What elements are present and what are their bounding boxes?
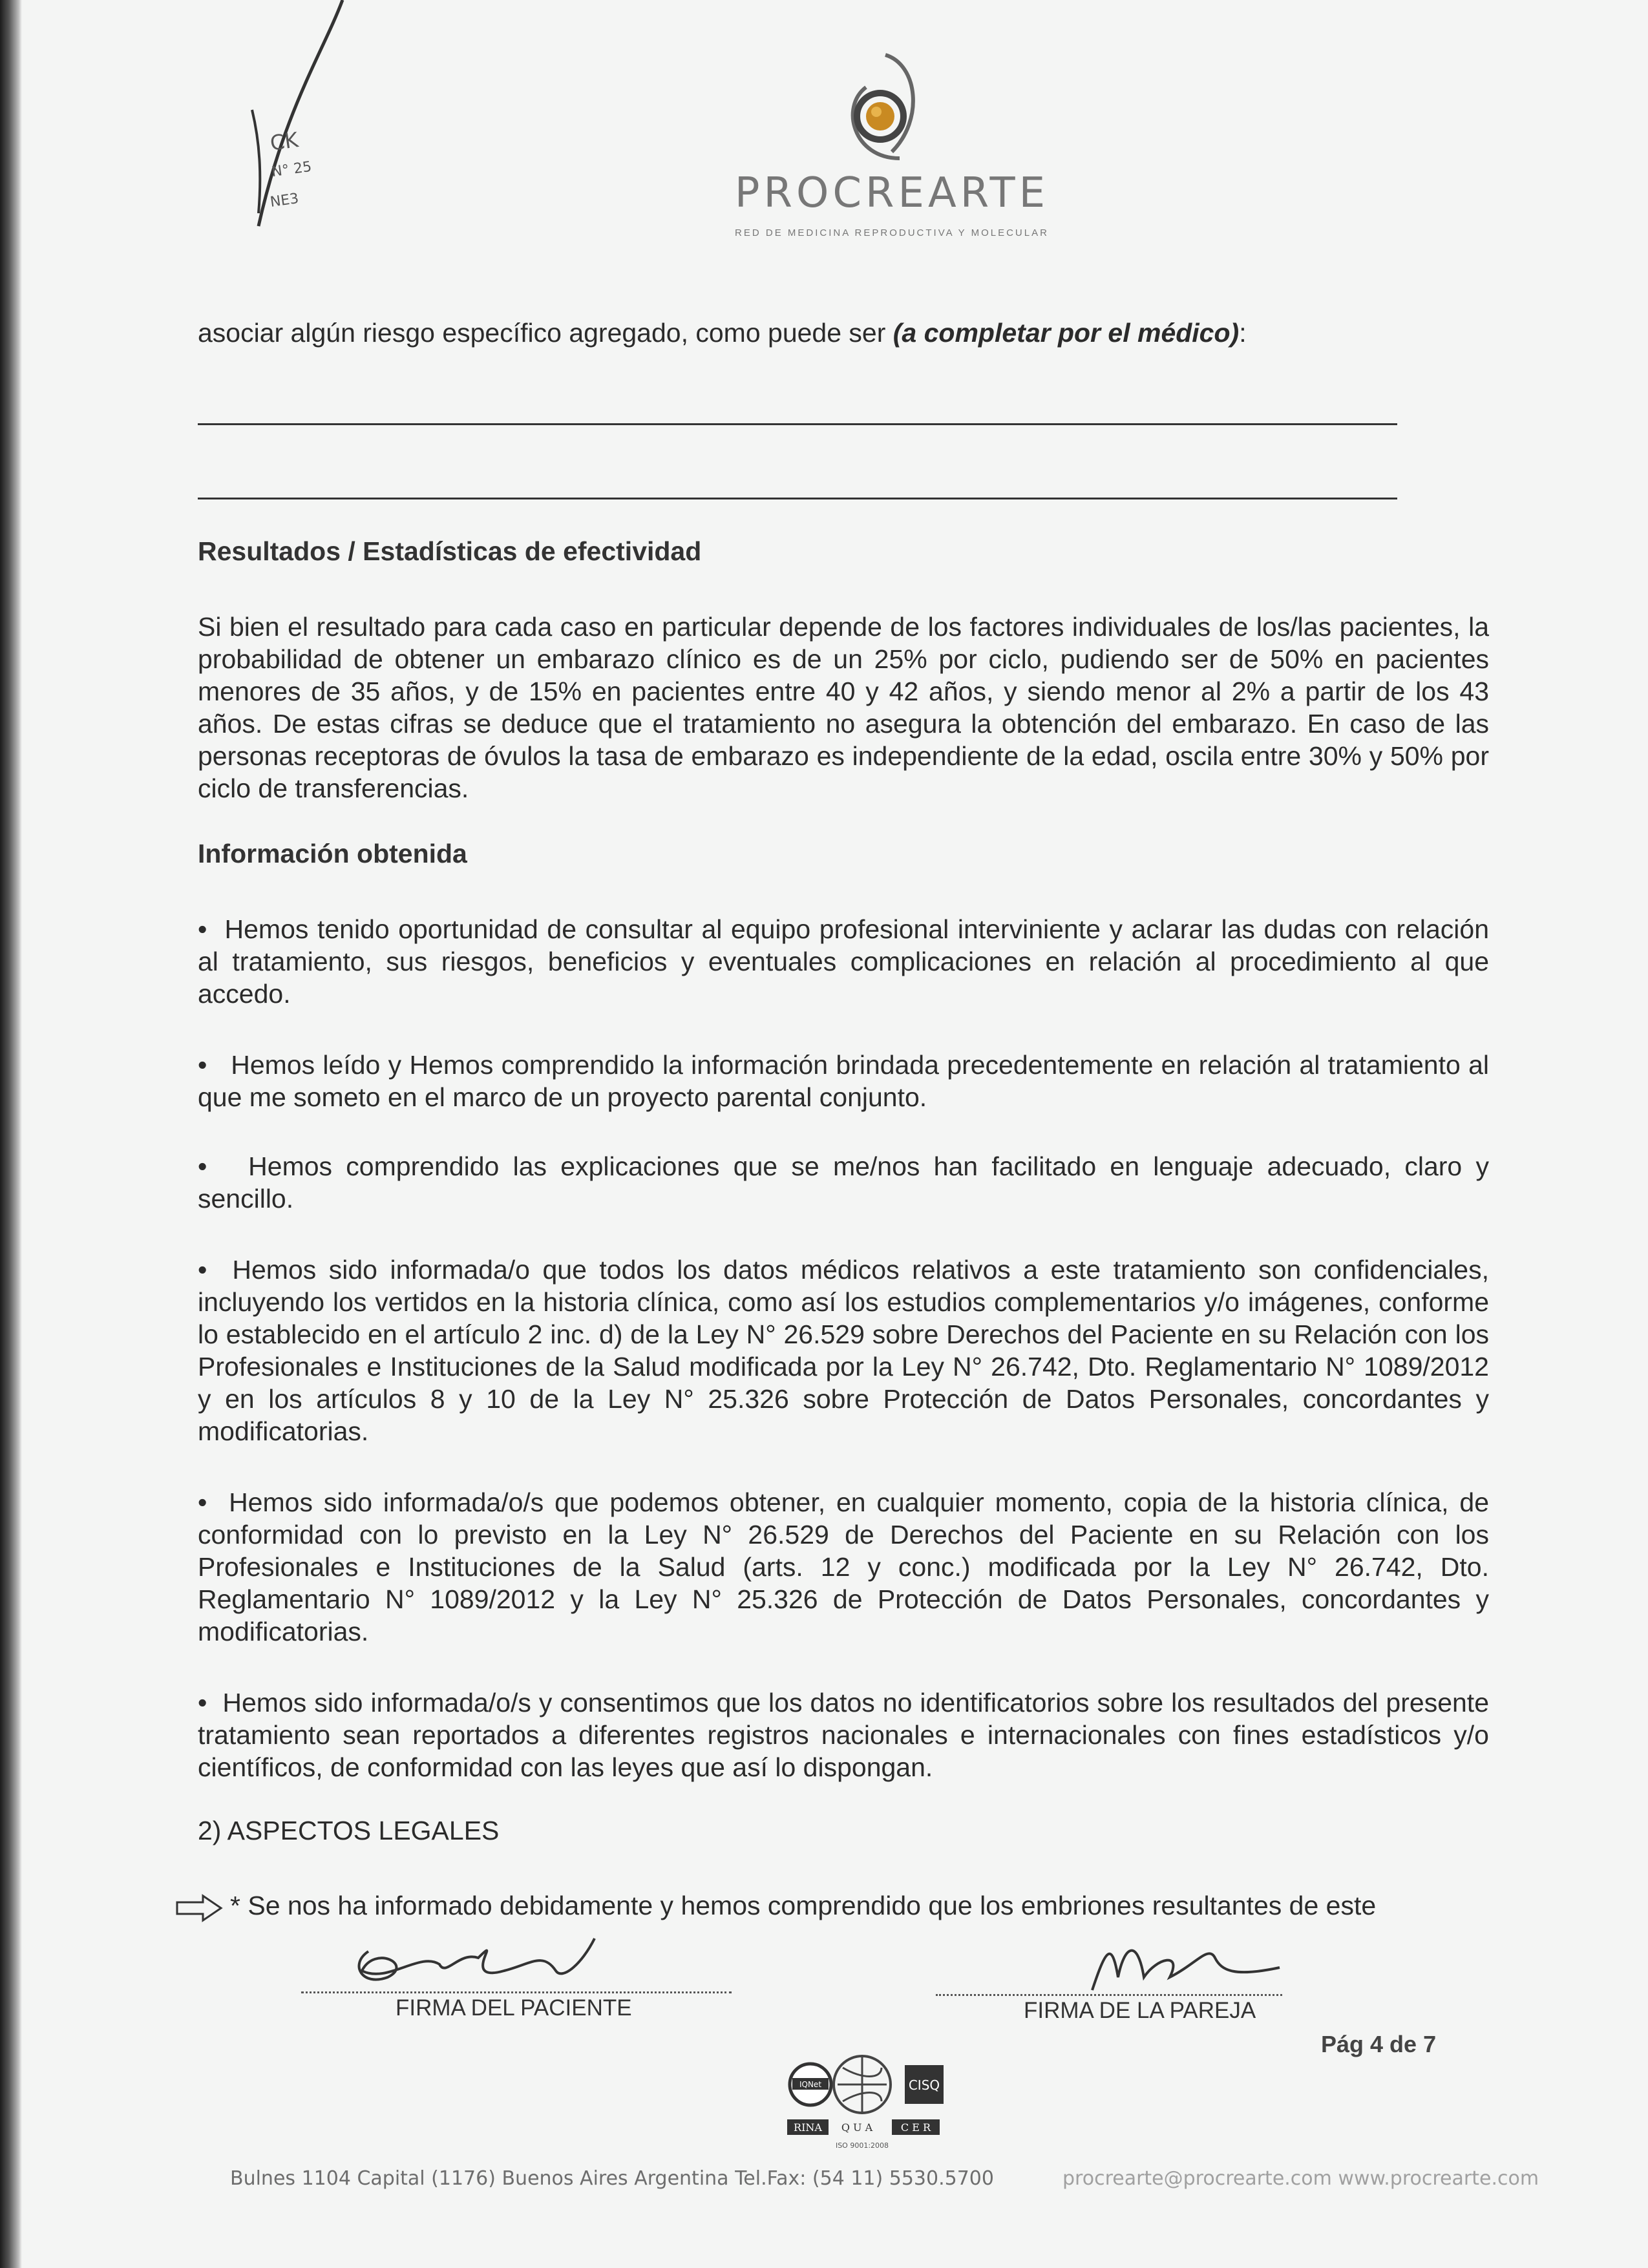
iso-label: ISO 9001:2008	[835, 2141, 889, 2150]
patient-signature-line	[301, 1991, 732, 1993]
scan-edge-shadow	[0, 0, 22, 2268]
stamp-line-1: CK	[268, 127, 300, 156]
results-paragraph: Si bien el resultado para cada caso en particular depende de los factores individuales de los/las pacientes, la probabilidad de obtener un embarazo clínico es de un 25% por ciclo, pudiendo ser de 50% en pacientes menores de 35 años, y de 15% en pacientes entre 40 y 42 años, y siendo menor al 2% a partir de los 43 años. De estas cifras se deduce que el tratamiento no asegura la obtención del embarazo. En caso de las personas receptoras de óvulos la tasa de embarazo es independiente de la edad, oscila entre 30% y 50% por ciclo de transferencias.	[198, 612, 1489, 803]
intro-text: asociar algún riesgo específico agregado, como puede ser	[198, 318, 893, 348]
info-bullet-text: Hemos sido informada/o/s y consentimos que los datos no identificatorios sobre los resultados del presente tratamiento sean reportados a diferentes registros nacionales e internacionales con fines estadísticos y/o científicos, de conformidad con las leyes que así lo dispongan.	[198, 1688, 1489, 1782]
rina-label: RINA	[794, 2121, 822, 2134]
partner-signature	[1086, 1932, 1293, 1997]
legal-first-line: * Se nos ha informado debidamente y hemos comprendido que los embriones resultantes de este	[230, 1891, 1377, 1920]
patient-signature-label: FIRMA DEL PACIENTE	[396, 1995, 632, 2021]
information-heading: Información obtenida	[198, 839, 467, 868]
info-bullet-text: Hemos sido informada/o/s que podemos obtener, en cualquier momento, copia de la historia clínica, de conformidad con lo previsto en la Ley N° 26.529 de Derechos del Paciente en su Relación con los Profesionales e Instituciones de la Salud (arts. 12 y conc.) modificada por la Ley N° 26.742, Dto. Reglamentario N° 1089/2012 y la Ley N° 25.326 de Protección de Datos Personales, concordantes y modificatorias.	[198, 1487, 1489, 1646]
page-number: Pág 4 de 7	[1321, 2031, 1437, 2057]
info-bullet-text: Hemos tenido oportunidad de consultar al equipo profesional interviniente y aclarar las dudas con relación al tratamiento, sus riesgos, beneficios y eventuales complicaciones en relación al procedimiento al que accedo.	[198, 914, 1489, 1009]
legal-heading: 2) ASPECTOS LEGALES	[198, 1816, 500, 1845]
info-bullet-text: Hemos comprendido las explicaciones que se me/nos han facilitado en lenguaje adecuado, claro y sencillo.	[198, 1151, 1489, 1213]
partner-signature-label: FIRMA DE LA PAREJA	[1024, 1998, 1256, 2023]
info-bullet-6: • Hemos sido informada/o/s y consentimos que los datos no identificatorios sobre los resultados del presente tratamiento sean reportados a diferentes registros nacionales e internacionales con fines estadísticos y/o científicos, de conformidad con las leyes que así lo dispongan.	[198, 1688, 1489, 1782]
info-bullet-2: • Hemos leído y Hemos comprendido la información brindada precedentemente en relación al tratamiento al que me someto en el marco de un proyecto parental conjunto.	[198, 1050, 1489, 1112]
fill-in-line-2[interactable]	[198, 498, 1397, 499]
info-bullet-4: • Hemos sido informada/o que todos los datos médicos relativos a este tratamiento son confidenciales, incluyendo los vertidos en la historia clínica, como así los estudios complementarios y/o imágenes, conforme lo establecido en el artículo 2 inc. d) de la Ley N° 26.529 sobre Derechos del Paciente en su Relación con los Profesionales e Instituciones de la Salud modificada por la Ley N° 26.742, Dto. Reglamentario N° 1089/2012 y en los artículos 8 y 10 de la Ley N° 25.326 sobre Protección de Datos Personales, concordantes y modificatorias.	[198, 1255, 1490, 1446]
certification-logos	[785, 2053, 959, 2157]
info-bullet-3: • Hemos comprendido las explicaciones que se me/nos han facilitado en lenguaje adecuado, claro y sencillo.	[198, 1151, 1489, 1213]
cer-label: C E R	[900, 2121, 931, 2134]
info-bullet-1: • Hemos tenido oportunidad de consultar al equipo profesional interviniente y aclarar las dudas con relación al tratamiento, sus riesgos, beneficios y eventuales complicaciones en relación al procedimiento al que accedo.	[198, 914, 1489, 1009]
procrearte-logo-icon	[840, 48, 931, 165]
brand-subtitle: RED DE MEDICINA REPRODUCTIVA Y MOLECULAR	[735, 227, 1049, 238]
intro-emphasis: (a completar por el médico)	[893, 318, 1240, 348]
cisq-label: CISQ	[908, 2077, 940, 2093]
iqnet-label: IQNet	[799, 2080, 822, 2089]
intro-paragraph	[198, 317, 1489, 349]
footer-contact: procrearte@procrearte.com www.procrearte.com	[1062, 2167, 1539, 2190]
brand-name: PROCREARTE	[734, 169, 1050, 217]
footer-address: Bulnes 1104 Capital (1176) Buenos Aires Argentina Tel.Fax: (54 11) 5530.5700	[230, 2167, 994, 2190]
stamp-line-3: NE3	[269, 191, 300, 211]
intro-suffix: :	[1239, 318, 1247, 348]
partner-signature-line	[936, 1994, 1282, 1996]
results-heading: Resultados / Estadísticas de efectividad	[198, 536, 702, 566]
info-bullet-5: • Hemos sido informada/o/s que podemos obtener, en cualquier momento, copia de la historia clínica, de conformidad con lo previsto en la Ley N° 26.529 de Derechos del Paciente en su Relación con los Profesionales e Instituciones de la Salud (arts. 12 y conc.) modificada por la Ley N° 26.742, Dto. Reglamentario N° 1089/2012 y la Ley N° 25.326 de Protección de Datos Personales, concordantes y modificatorias.	[198, 1487, 1489, 1646]
info-bullet-text: Hemos sido informada/o que todos los datos médicos relativos a este tratamiento son confidenciales, incluyendo los vertidos en la historia clínica, como así los estudios complementarios y/o imágenes, conforme lo establecido en el artículo 2 inc. d) de la Ley N° 26.529 sobre Derechos del Paciente en su Relación con los Profesionales e Instituciones de la Salud modificada por la Ley N° 26.742, Dto. Reglamentario N° 1089/2012 y en los artículos 8 y 10 de la Ley N° 25.326 sobre Protección de Datos Personales, concordantes y modificatorias.	[198, 1255, 1490, 1446]
info-bullet-text: Hemos leído y Hemos comprendido la información brindada precedentemente en relación al tratamiento al que me someto en el marco de un proyecto parental conjunto.	[198, 1050, 1489, 1112]
stamp-line-2: N° 25	[270, 158, 313, 181]
arrow-right-icon	[174, 1893, 224, 1923]
fill-in-line-1[interactable]	[198, 423, 1397, 425]
qua-label: Q U A	[841, 2121, 873, 2134]
patient-signature	[349, 1926, 620, 1997]
